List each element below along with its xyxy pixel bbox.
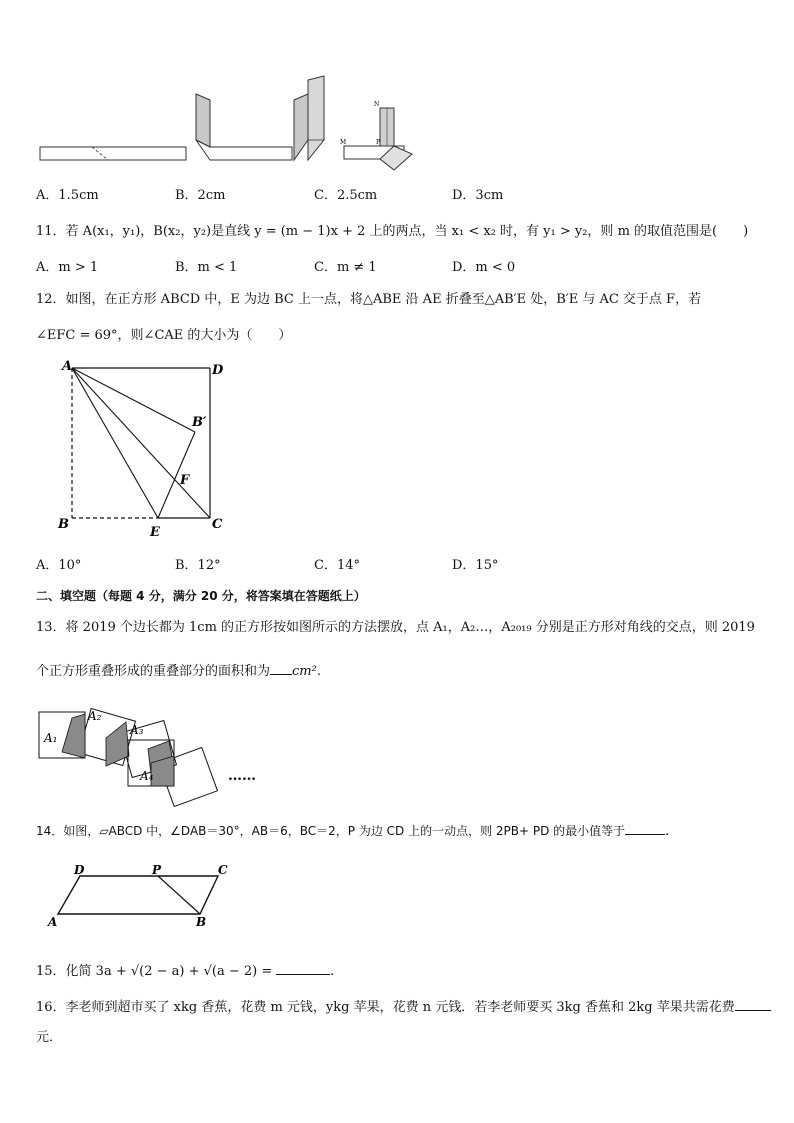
q14-end: . bbox=[665, 824, 670, 839]
q12-option-a[interactable]: A．10° bbox=[36, 558, 82, 573]
label-d: D bbox=[74, 863, 85, 877]
label-c: C bbox=[218, 863, 228, 877]
label-ellipsis: …… bbox=[228, 768, 256, 784]
label-b-prime: B′ bbox=[192, 415, 207, 430]
q12-option-b[interactable]: B．12° bbox=[175, 558, 221, 573]
q10-option-c[interactable]: C．2.5cm bbox=[314, 188, 378, 203]
q12-option-c[interactable]: C．14° bbox=[314, 558, 360, 573]
q15-answer-blank[interactable] bbox=[276, 960, 330, 975]
q11-stem: 11．若 A(x₁，y₁)，B(x₂，y₂)是直线 y = (m − 1)x + 2 上的两点，当 x₁ < x₂ 时，有 y₁ > y₂，则 m 的取值范围是( ) bbox=[36, 224, 749, 239]
label-b: B bbox=[58, 517, 69, 532]
q15-stem-text: 15．化简 3a + √(2 − a) + √(a − 2) = bbox=[36, 964, 273, 979]
label-p: P bbox=[376, 139, 381, 146]
q13-answer-blank[interactable] bbox=[270, 660, 292, 675]
q13-stem-text: 个正方形重叠形成的重叠部分的面积和为 bbox=[36, 664, 271, 679]
q12-stem-line2: ∠EFC = 69°，则∠CAE 的大小为（ ） bbox=[36, 328, 292, 343]
q12-stem-line1: 12．如图，在正方形 ABCD 中，E 为边 BC 上一点，将△ABE 沿 AE 折叠至△AB′E 处，B′E 与 AC 交于点 F，若 bbox=[36, 292, 702, 307]
q10-option-b[interactable]: B．2cm bbox=[175, 188, 226, 203]
q12-option-d[interactable]: D．15° bbox=[452, 558, 499, 573]
label-e: E bbox=[150, 525, 160, 540]
label-b: B bbox=[196, 915, 207, 929]
section-heading-fill-in: 二、填空题（每题 4 分，满分 20 分，将答案填在答题纸上） bbox=[36, 589, 366, 603]
q11-option-b[interactable]: B．m < 1 bbox=[175, 260, 238, 275]
label-a: A bbox=[48, 915, 58, 929]
square-folding-figure bbox=[50, 356, 240, 542]
strip-folding-figure bbox=[36, 74, 426, 180]
parallelogram-figure bbox=[40, 858, 240, 932]
q10-option-a[interactable]: A．1.5cm bbox=[36, 188, 99, 203]
overlapping-squares-figure bbox=[36, 694, 266, 808]
label-a1: A₁ bbox=[44, 731, 58, 745]
q14-stem-text: 14．如图，▱ABCD 中，∠DAB＝30°，AB＝6，BC＝2，P 为边 CD 上的一动点，则 2PB+ PD 的最小值等于 bbox=[36, 824, 626, 838]
q11-option-c[interactable]: C．m ≠ 1 bbox=[314, 260, 377, 275]
label-c: C bbox=[212, 517, 223, 532]
label-f: F bbox=[180, 473, 190, 488]
label-a3: A₃ bbox=[130, 723, 144, 737]
q16-stem-line1 bbox=[36, 996, 758, 1018]
q13-unit: cm². bbox=[292, 664, 321, 679]
label-a4: A₄ bbox=[140, 769, 154, 783]
q15-end: . bbox=[330, 964, 335, 979]
q16-stem-line2: 元． bbox=[36, 1030, 63, 1045]
q10-option-d[interactable]: D．3cm bbox=[452, 188, 504, 203]
label-d: D bbox=[212, 363, 224, 378]
label-n: N bbox=[374, 101, 380, 108]
label-a: A bbox=[62, 359, 73, 374]
q16-answer-blank[interactable] bbox=[735, 996, 771, 1011]
q11-option-a[interactable]: A．m > 1 bbox=[36, 260, 99, 275]
label-a2: A₂ bbox=[88, 709, 102, 723]
label-m: M bbox=[340, 139, 347, 146]
label-p: P bbox=[152, 863, 162, 877]
q14-answer-blank[interactable] bbox=[625, 820, 665, 835]
q14-stem-line bbox=[36, 820, 758, 842]
q15-stem-line bbox=[36, 960, 758, 982]
q11-option-d[interactable]: D．m < 0 bbox=[452, 260, 516, 275]
q13-stem-line1: 13．将 2019 个边长都为 1cm 的正方形按如图所示的方法摆放，点 A₁，A₂…，A₂₀₁₉ 分别是正方形对角线的交点，则 2019 bbox=[36, 620, 755, 635]
q13-stem-line2 bbox=[36, 660, 758, 682]
q16-stem-text: 16．李老师到超市买了 xkg 香蕉，花费 m 元钱，ykg 苹果，花费 n 元钱．若李老师要买 3kg 香蕉和 2kg 苹果共需花费 bbox=[36, 1000, 735, 1015]
